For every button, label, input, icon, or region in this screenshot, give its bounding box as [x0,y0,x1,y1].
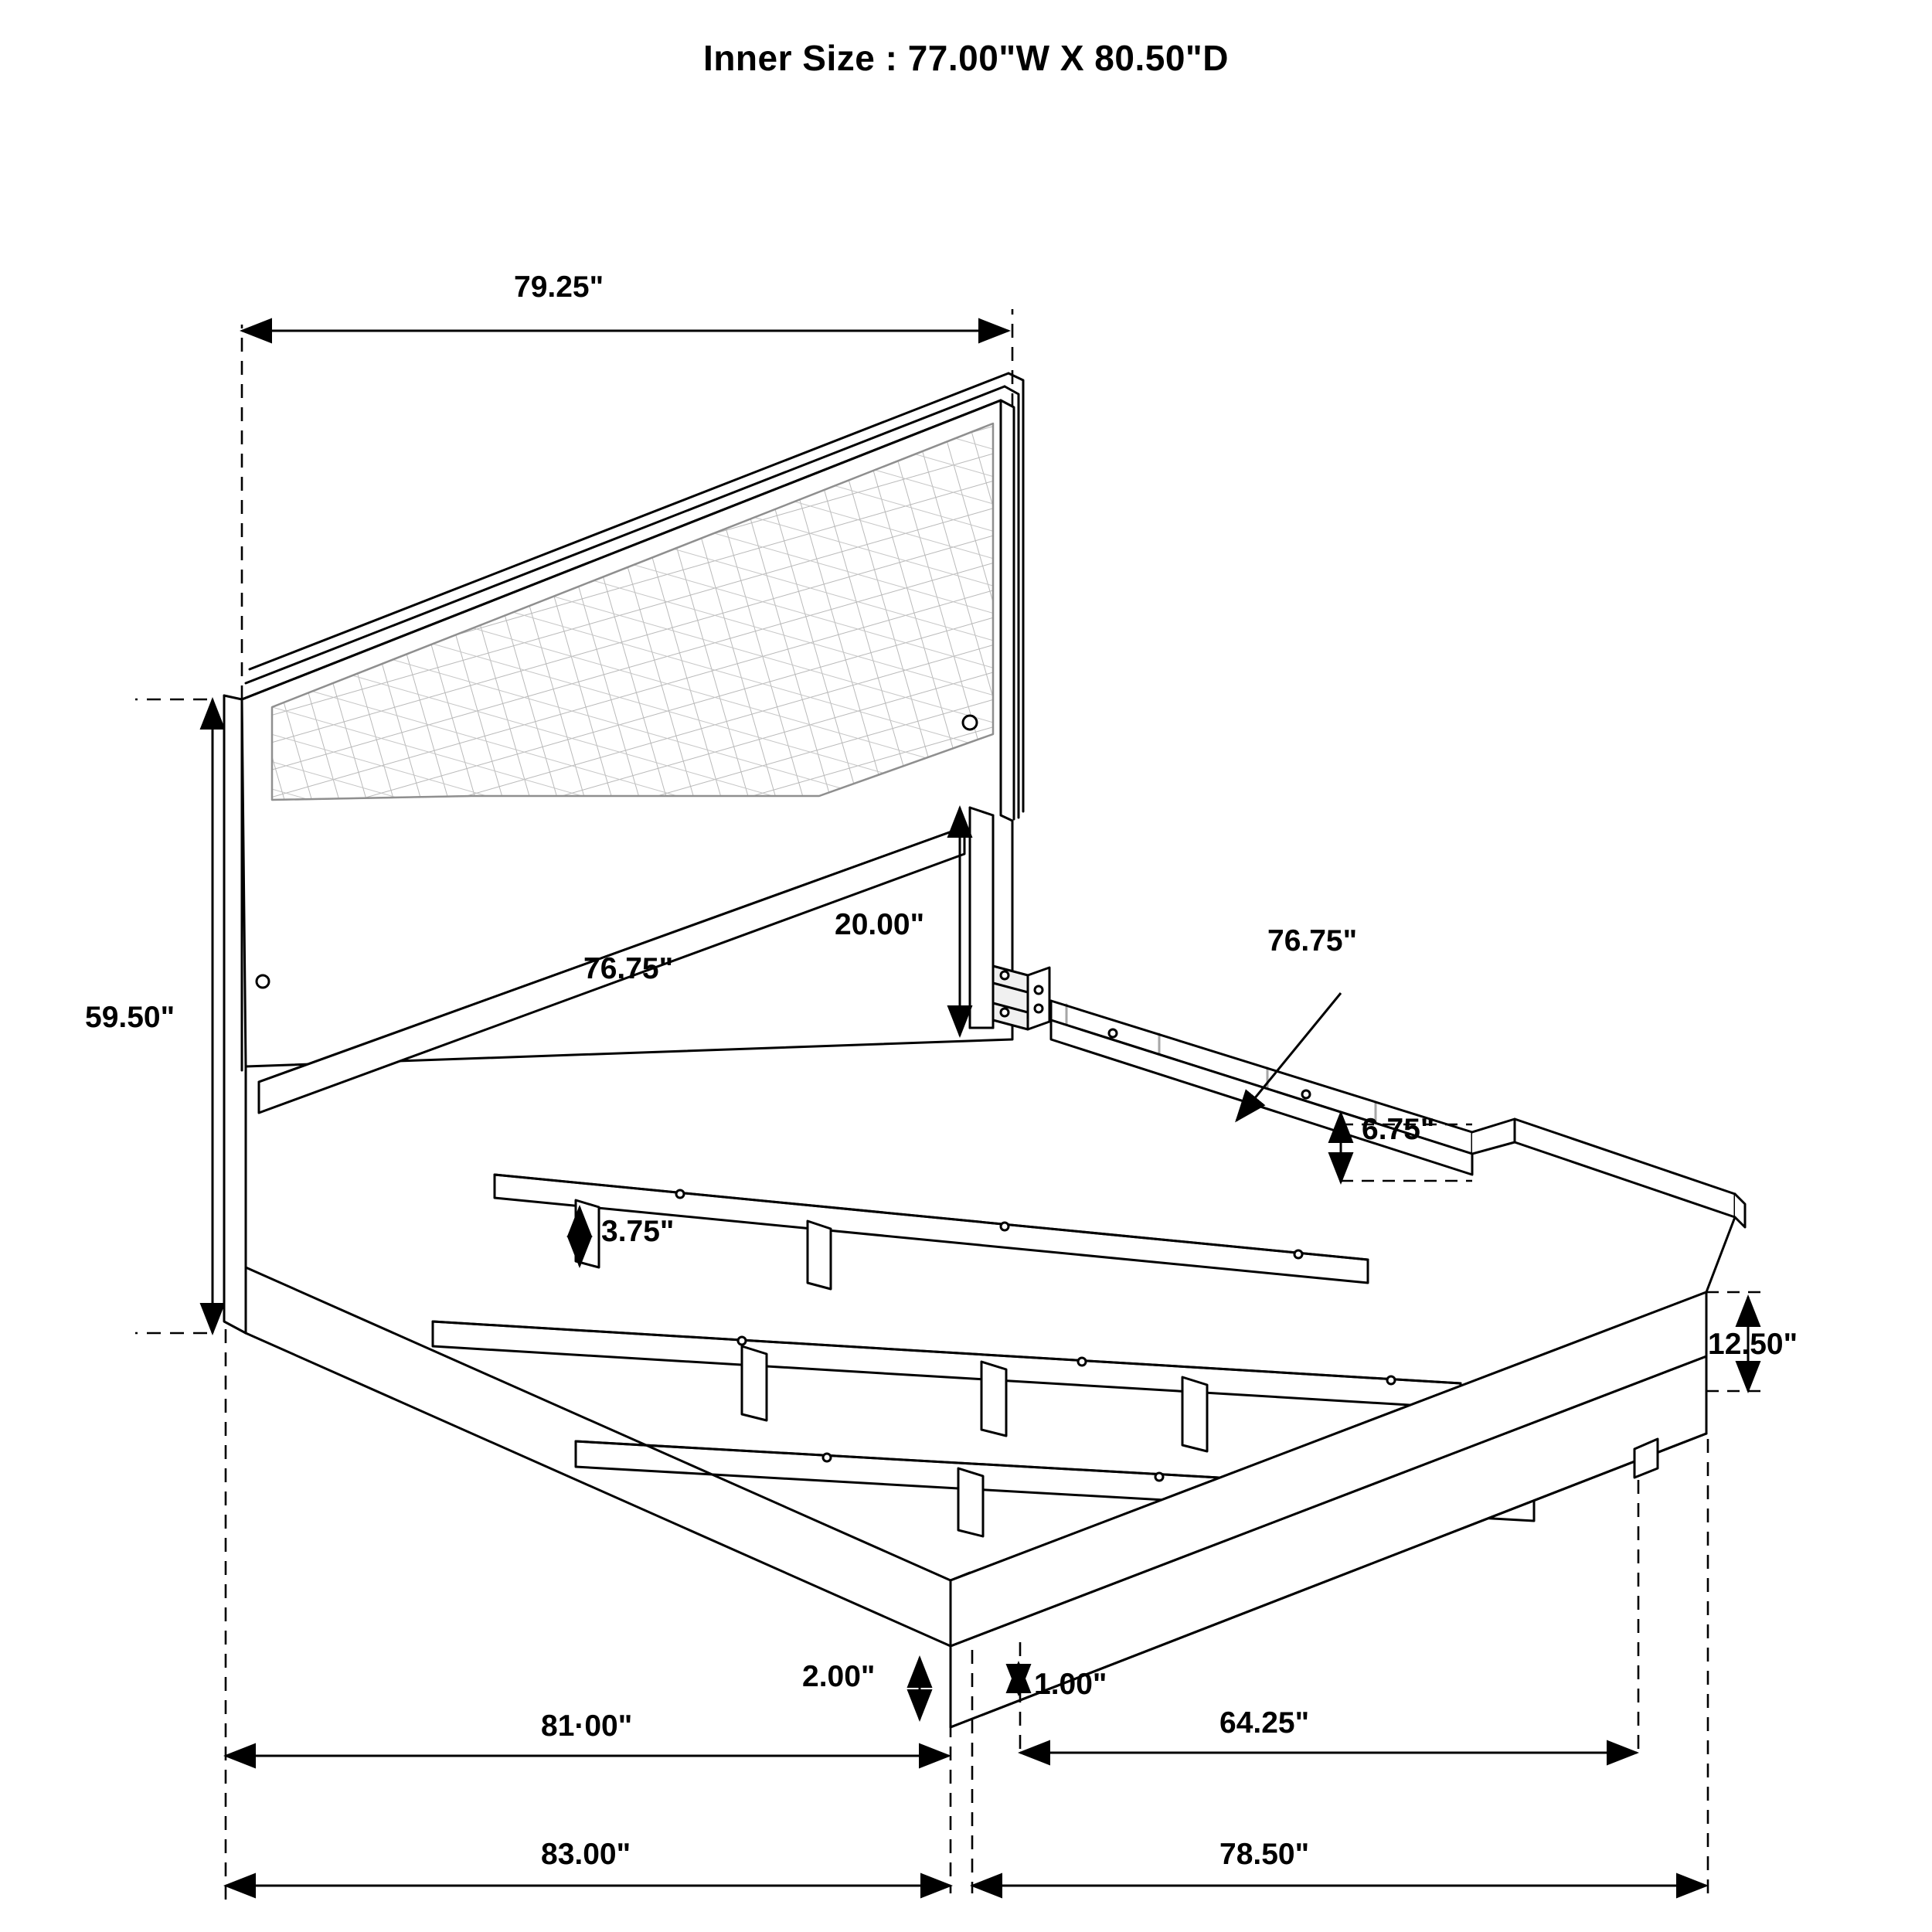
dim-label-footboard-lip: 1.00" [1034,1668,1107,1701]
dim-label-footboard-height: 12.50" [1708,1328,1798,1361]
dim-label-siderail-length: 76.75" [1267,924,1358,957]
dim-label-bed-length-inner: 81·00" [541,1709,633,1743]
page-title: Inner Size : 77.00"W X 80.50"D [703,38,1229,78]
dim-label-footboard-offset: 2.00" [802,1660,876,1693]
dim-label-headboard-panel-width: 76.75" [583,952,674,985]
dim-label-headboard-width: 79.25" [514,270,604,304]
dim-label-overall-height: 59.50" [85,1001,175,1034]
dim-label-bed-length-outer: 83.00" [541,1838,631,1871]
dim-label-slat-support-height: 3.75" [601,1215,675,1248]
dim-label-siderail-height: 6.75" [1362,1113,1435,1146]
dim-label-bed-depth-outer: 78.50" [1219,1838,1310,1871]
dim-label-headboard-lower-height: 20.00" [835,908,925,941]
dim-label-bed-depth-inner: 64.25" [1219,1706,1310,1740]
